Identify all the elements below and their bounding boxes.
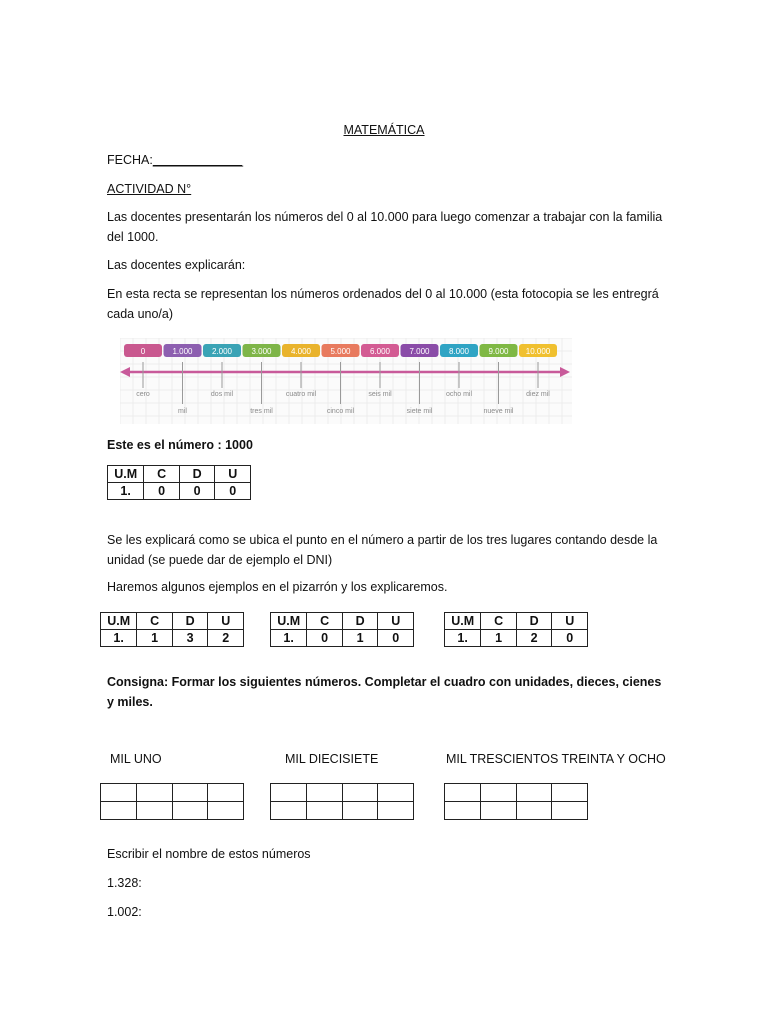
empty-cell[interactable] — [378, 784, 414, 802]
fecha-blank: _______________ — [152, 153, 243, 167]
cell: 1. — [108, 483, 144, 500]
empty-cell[interactable] — [271, 784, 307, 802]
number-line-word: siete mil — [406, 408, 433, 415]
example-place-value-table — [107, 465, 251, 500]
empty-cell[interactable] — [208, 802, 244, 820]
empty-cell[interactable] — [342, 802, 378, 820]
empty-table-1 — [100, 783, 244, 820]
header-c: C — [307, 613, 343, 630]
empty-cell[interactable] — [516, 784, 552, 802]
number-line-value: 5.000 — [330, 347, 351, 356]
cell: 2 — [516, 630, 552, 647]
header-d: D — [342, 613, 378, 630]
header-um: U.M — [108, 466, 144, 483]
header-u: U — [378, 613, 414, 630]
header-c: C — [481, 613, 517, 630]
empty-cell[interactable] — [480, 784, 516, 802]
example-table-1 — [100, 612, 244, 647]
cell: 2 — [208, 630, 244, 647]
header-um: U.M — [271, 613, 307, 630]
explain-label: Las docentes explicarán: — [107, 258, 246, 272]
page-title: MATEMÁTICA — [343, 123, 425, 137]
header-d: D — [516, 613, 552, 630]
example-label: Este es el número : 1000 — [107, 438, 253, 452]
header-u: U — [552, 613, 588, 630]
empty-cell[interactable] — [271, 802, 307, 820]
example-table-3 — [444, 612, 588, 647]
consigna-paragraph: Consigna: Formar los siguientes números. Completar el cuadro con unidades, dieces, cienes y miles. — [107, 675, 662, 709]
number-line-value: 2.000 — [211, 347, 233, 356]
cell: 0 — [378, 630, 414, 647]
header-d: D — [179, 466, 215, 483]
header-um: U.M — [101, 613, 137, 630]
empty-cell[interactable] — [445, 784, 481, 802]
escribir-line: Escribir el nombre de estos números — [107, 847, 311, 861]
number-line-word: cinco mil — [326, 408, 355, 415]
cell: 1 — [342, 630, 378, 647]
number-line-word: cero — [136, 391, 150, 398]
number-line-word: nueve mil — [483, 408, 514, 415]
cell: 1 — [137, 630, 173, 647]
empty-cell[interactable] — [445, 802, 481, 820]
fecha-line — [107, 151, 242, 170]
intro-paragraph: Las docentes presentarán los números del 0 al 10.000 para luego comenzar a trabajar con la familia del 1000. — [107, 210, 663, 244]
cell: 1 — [481, 630, 517, 647]
number-line-word: mil — [178, 408, 187, 415]
number-line-value: 10.000 — [525, 347, 551, 356]
fecha-label: FECHA: — [107, 153, 153, 167]
header-d: D — [172, 613, 208, 630]
number-line-value: 1.000 — [172, 347, 193, 356]
empty-cell[interactable] — [101, 802, 137, 820]
empty-cell[interactable] — [552, 802, 588, 820]
empty-table-2 — [270, 783, 414, 820]
empty-cell[interactable] — [516, 802, 552, 820]
empty-cell[interactable] — [136, 784, 172, 802]
cell: 0 — [215, 483, 251, 500]
header-c: C — [137, 613, 173, 630]
empty-cell[interactable] — [480, 802, 516, 820]
number-line-word: seis mil — [368, 391, 392, 398]
number-line — [120, 338, 572, 424]
punto-paragraph: Se les explicará como se ubica el punto en el número a partir de los tres lugares contando desde la unidad (se puede dar de ejemplo el DNI) — [107, 533, 658, 567]
empty-cell[interactable] — [172, 802, 208, 820]
number-line-word: ocho mil — [445, 391, 473, 398]
empty-cell[interactable] — [101, 784, 137, 802]
header-u: U — [208, 613, 244, 630]
number-line-value: 8.000 — [448, 347, 470, 356]
pizarron-line: Haremos algunos ejemplos en el pizarrón y los explicaremos. — [107, 580, 448, 594]
empty-cell[interactable] — [552, 784, 588, 802]
number-line-word: diez mil — [526, 391, 550, 398]
cell: 3 — [172, 630, 208, 647]
cell: 0 — [552, 630, 588, 647]
empty-cell[interactable] — [306, 784, 342, 802]
cell: 1. — [445, 630, 481, 647]
cell: 0 — [144, 483, 180, 500]
empty-cell[interactable] — [378, 802, 414, 820]
number-line-word: tres mil — [250, 408, 273, 415]
number-to-write-1: 1.328: — [107, 876, 142, 890]
empty-cell[interactable] — [136, 802, 172, 820]
cell: 0 — [179, 483, 215, 500]
empty-table-3 — [444, 783, 588, 820]
number-line-value: 3.000 — [251, 347, 272, 356]
form-label-1: MIL UNO — [110, 752, 162, 766]
header-um: U.M — [445, 613, 481, 630]
number-line-word: dos mil — [210, 391, 234, 398]
header-c: C — [144, 466, 180, 483]
number-to-write-2: 1.002: — [107, 905, 142, 919]
example-table-2 — [270, 612, 414, 647]
number-line-word: cuatro mil — [285, 391, 317, 398]
cell: 1. — [101, 630, 137, 647]
empty-cell[interactable] — [208, 784, 244, 802]
number-line-value: 0 — [140, 347, 146, 356]
number-line-value: 4.000 — [290, 347, 312, 356]
cell: 0 — [307, 630, 343, 647]
actividad-heading: ACTIVIDAD N° — [107, 182, 192, 196]
form-label-3: MIL TRESCIENTOS TREINTA Y OCHO — [446, 752, 666, 766]
empty-cell[interactable] — [306, 802, 342, 820]
empty-cell[interactable] — [342, 784, 378, 802]
number-line-value: 9.000 — [488, 347, 509, 356]
form-label-2: MIL DIECISIETE — [285, 752, 379, 766]
number-line-value: 7.000 — [409, 347, 430, 356]
header-u: U — [215, 466, 251, 483]
recta-paragraph: En esta recta se representan los números ordenados del 0 al 10.000 (esta fotocopia se les entregrá cada uno/a) — [107, 287, 659, 321]
cell: 1. — [271, 630, 307, 647]
number-line-value: 6.000 — [369, 347, 391, 356]
empty-cell[interactable] — [172, 784, 208, 802]
